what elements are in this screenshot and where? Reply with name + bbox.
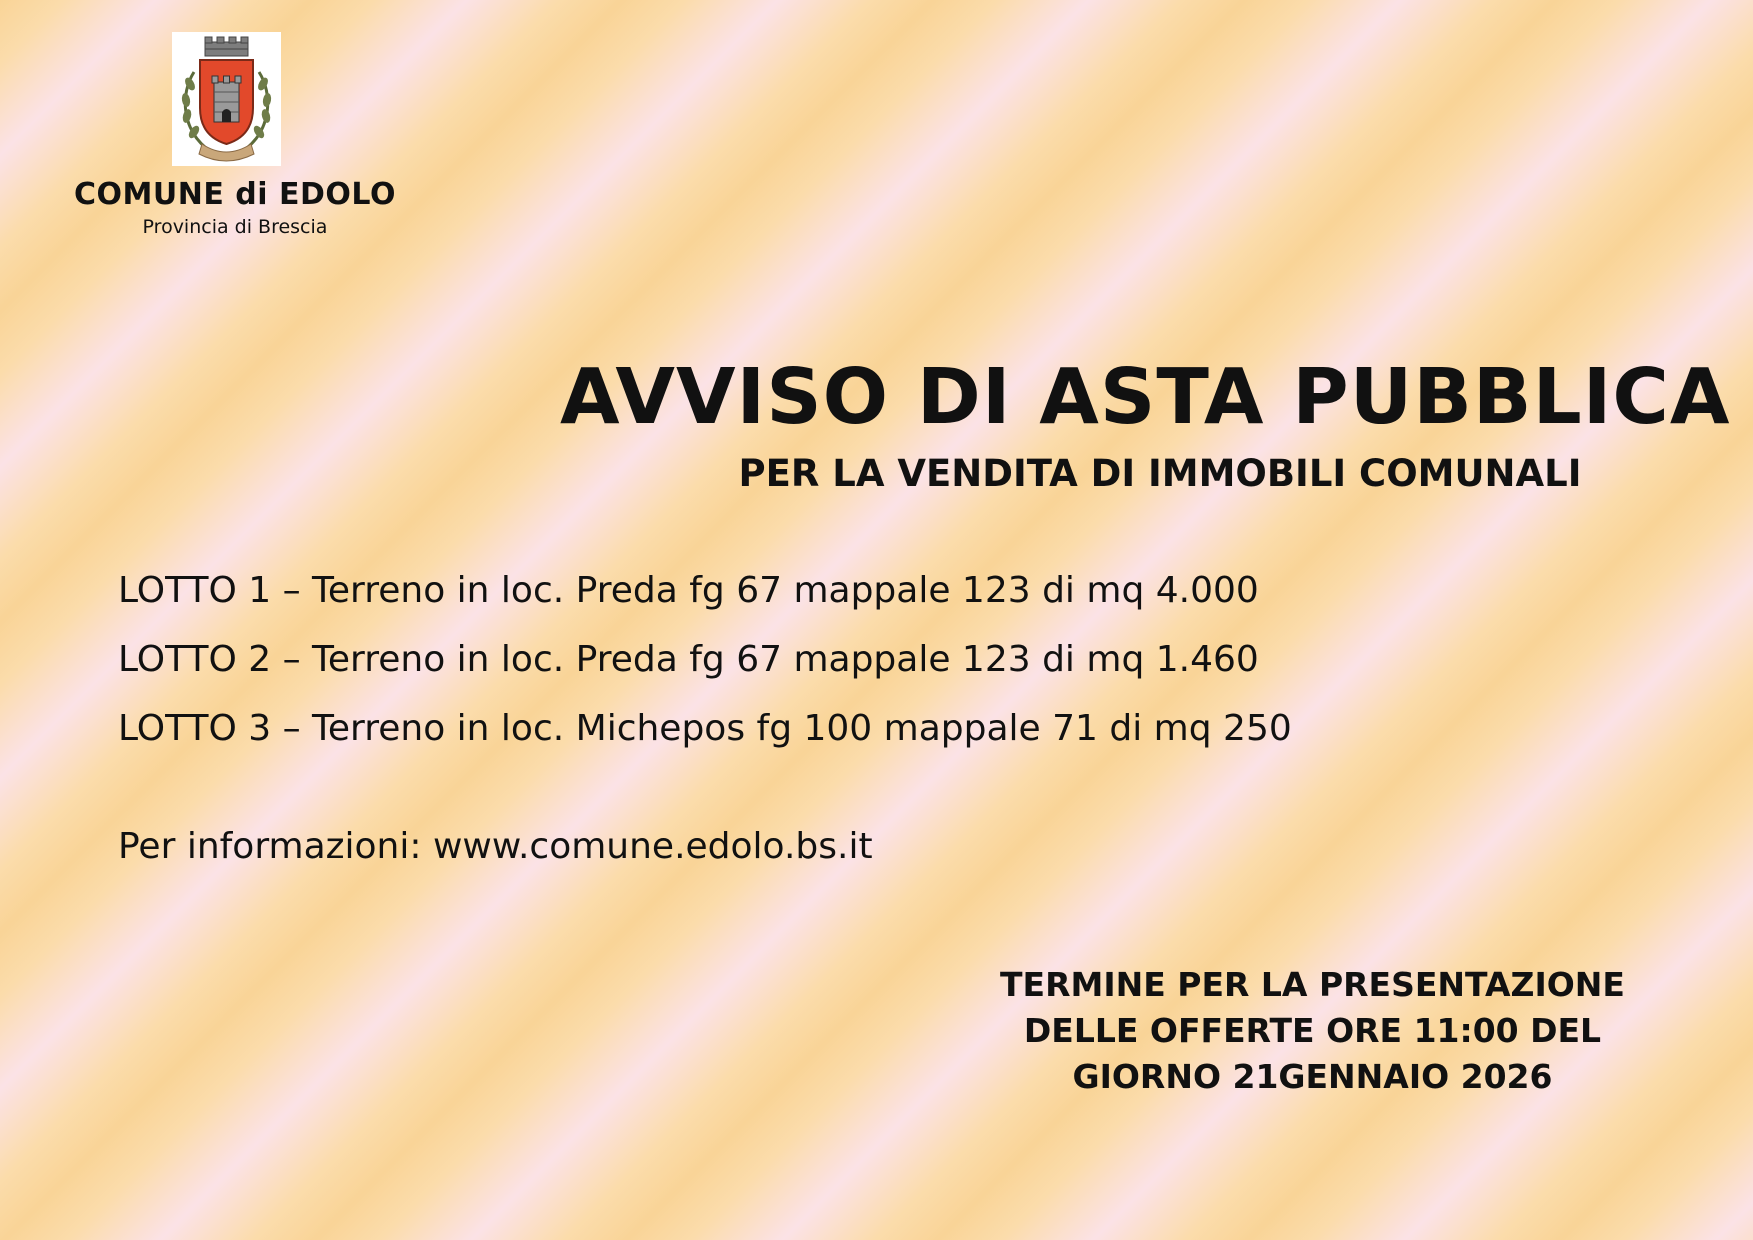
- municipal-coat-of-arms-icon: [172, 32, 281, 166]
- province-name: Provincia di Brescia: [142, 216, 328, 238]
- deadline-line: DELLE OFFERTE ORE 11:00 DEL: [1023, 1011, 1602, 1050]
- municipal-crest: [172, 32, 281, 166]
- deadline-line: TERMINE PER LA PRESENTAZIONE: [1000, 965, 1625, 1004]
- lots-list: [118, 568, 1418, 775]
- lot-item: LOTTO 3 – Terreno in loc. Michepos fg 100 mappale 71 di mq 250: [118, 708, 1292, 749]
- lot-item: LOTTO 2 – Terreno in loc. Preda fg 67 mappale 123 di mq 1.460: [118, 639, 1259, 680]
- info-line: Per informazioni: www.comune.edolo.bs.it: [118, 826, 873, 867]
- municipality-header: [60, 176, 410, 240]
- deadline-block: [980, 962, 1645, 1100]
- notice-title: AVVISO DI ASTA PUBBLICA: [560, 353, 1731, 442]
- deadline-line: GIORNO 21GENNAIO 2026: [1072, 1057, 1553, 1096]
- lot-item: LOTTO 1 – Terreno in loc. Preda fg 67 mappale 123 di mq 4.000: [118, 570, 1259, 611]
- municipality-name: COMUNE di EDOLO: [74, 177, 396, 212]
- notice-subtitle: PER LA VENDITA DI IMMOBILI COMUNALI: [738, 452, 1582, 495]
